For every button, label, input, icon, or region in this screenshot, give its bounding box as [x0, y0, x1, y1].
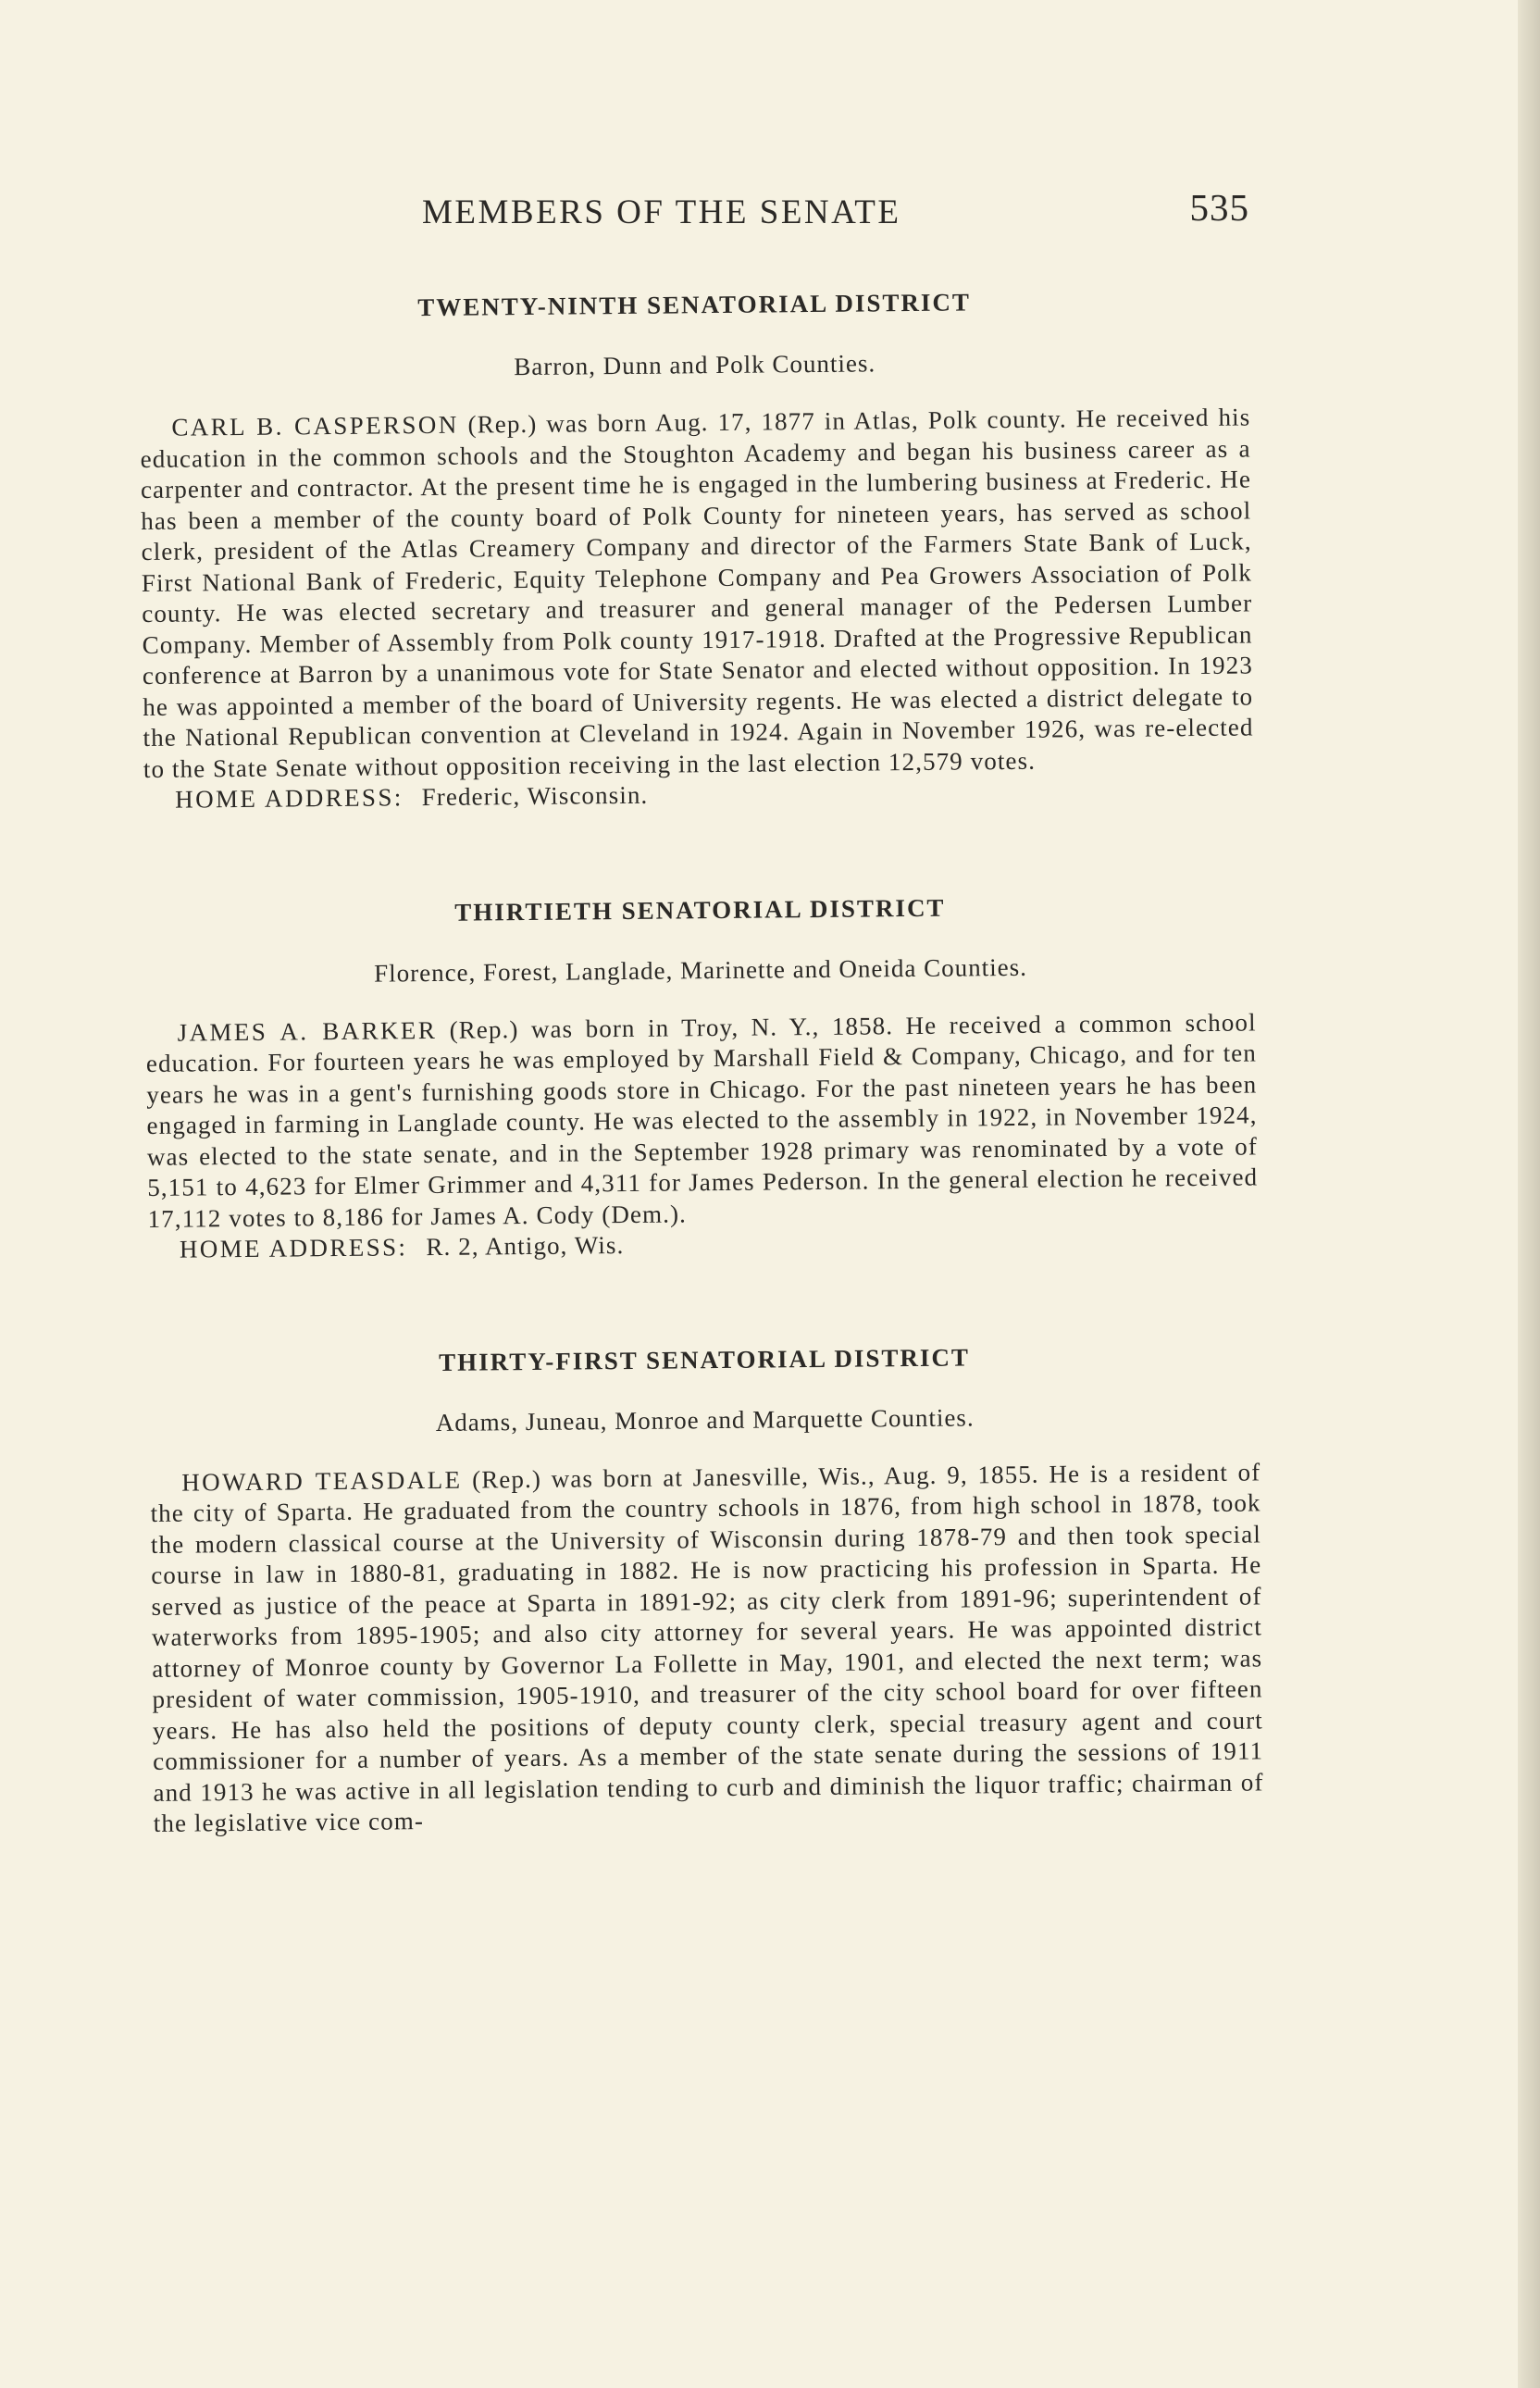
page-edge-shadow: [1518, 0, 1540, 2388]
page-content: [139, 285, 1264, 1839]
home-address-value: Frederic, Wisconsin.: [421, 780, 649, 812]
page-number: 535: [1189, 186, 1249, 229]
district-section-twenty-ninth: [139, 285, 1254, 815]
district-title: THIRTY-FIRST SENATORIAL DISTRICT: [439, 1342, 971, 1376]
member-biography: [150, 1457, 1264, 1840]
district-section-thirty-first: [149, 1340, 1264, 1839]
home-address-value: R. 2, Antigo, Wis.: [426, 1231, 625, 1262]
member-biography: [140, 402, 1254, 785]
district-title: THIRTIETH SENATORIAL DISTRICT: [454, 893, 946, 927]
biography-text: (Rep.) was born Aug. 17, 1877 in Atlas, Polk county. He received his education in the common schools and the Stoughton Academy and began his business career as a carpenter and contractor. At the present time he is engaged in the lumbering business at Frederic. He has been a member of the county board of Polk County for nineteen years, has served as school clerk, president of the Atlas Creamery Company and director of the Farmers State Bank of Luck, First National Bank of Frederic, Equity Telephone Company and Pea Growers Association of Polk county. He was elected secretary and treasurer and general manager of the Pedersen Lumber Company. Member of Assembly from Polk county 1917-1918. Drafted at the Progressive Republican conference at Barron by a unanimous vote for State Senator and elected without opposition. In 1923 he was appointed a member of the board of University regents. He was elected a district delegate to the National Republican convention at Cleveland in 1924. Again in November 1926, was re-elected to the State Senate without opposition receiving in the last election 12,579 votes.: [140, 403, 1254, 783]
running-title: MEMBERS OF THE SENATE: [422, 193, 901, 231]
home-address-label: HOME ADDRESS:: [179, 1233, 408, 1263]
member-name: JAMES A. BARKER: [177, 1015, 438, 1047]
home-address-label: HOME ADDRESS:: [175, 783, 404, 814]
district-section-thirtieth: [144, 890, 1259, 1266]
district-counties: Florence, Forest, Langlade, Marinette and Oneida Counties.: [373, 952, 1028, 988]
running-head: [139, 185, 1249, 241]
biography-text: (Rep.) was born in Troy, N. Y., 1858. He received a common school education. For fourteen years he was employed by Marshall Field & Company, Chicago, and for ten years he was in a gent's furnishing goods store in Chicago. For the past nineteen years he has been engaged in farming in Langlade county. He was elected to the assembly in 1922, in November 1924, was elected to the state senate, and in the September 1928 primary was renominated by a vote of 5,151 to 4,623 for Elmer Grimmer and 4,311 for James Pederson. In the general election he received 17,112 votes to 8,186 for James A. Cody (Dem.).: [145, 1007, 1259, 1233]
district-title: TWENTY-NINTH SENATORIAL DISTRICT: [417, 288, 972, 322]
member-name: CARL B. CASPERSON: [171, 410, 459, 442]
member-name: HOWARD TEASDALE: [181, 1465, 463, 1497]
district-counties: Adams, Juneau, Monroe and Marquette Counties.: [435, 1402, 975, 1437]
biography-text: (Rep.) was born at Janesville, Wis., Aug. 9, 1855. He is a resident of the city of Sparta. He graduated from the country schools in 1876, from high school in 1878, took the modern classical course at the University of Wisconsin during 1878-79 and then took special course in law in 1880-81, graduating in 1882. He is now practicing his profession in Sparta. He served as justice of the peace at Sparta in 1891-92; as city clerk from 1891-96; superintendent of waterworks from 1895-1905; and also city attorney for several years. He was appointed district attorney of Monroe county by Governor La Follette in May, 1901, and elected the next term; was president of water commission, 1905-1910, and treasurer of the city school board for over fifteen years. He has also held the positions of deputy county clerk, special treasury agent and court commissioner for a number of years. As a member of the state senate during the sessions of 1911 and 1913 he was active in all legislation tending to curb and diminish the liquor traffic; chairman of the legislative vice com-: [150, 1457, 1264, 1837]
member-biography: [145, 1007, 1258, 1235]
district-counties: Barron, Dunn and Polk Counties.: [514, 349, 876, 381]
